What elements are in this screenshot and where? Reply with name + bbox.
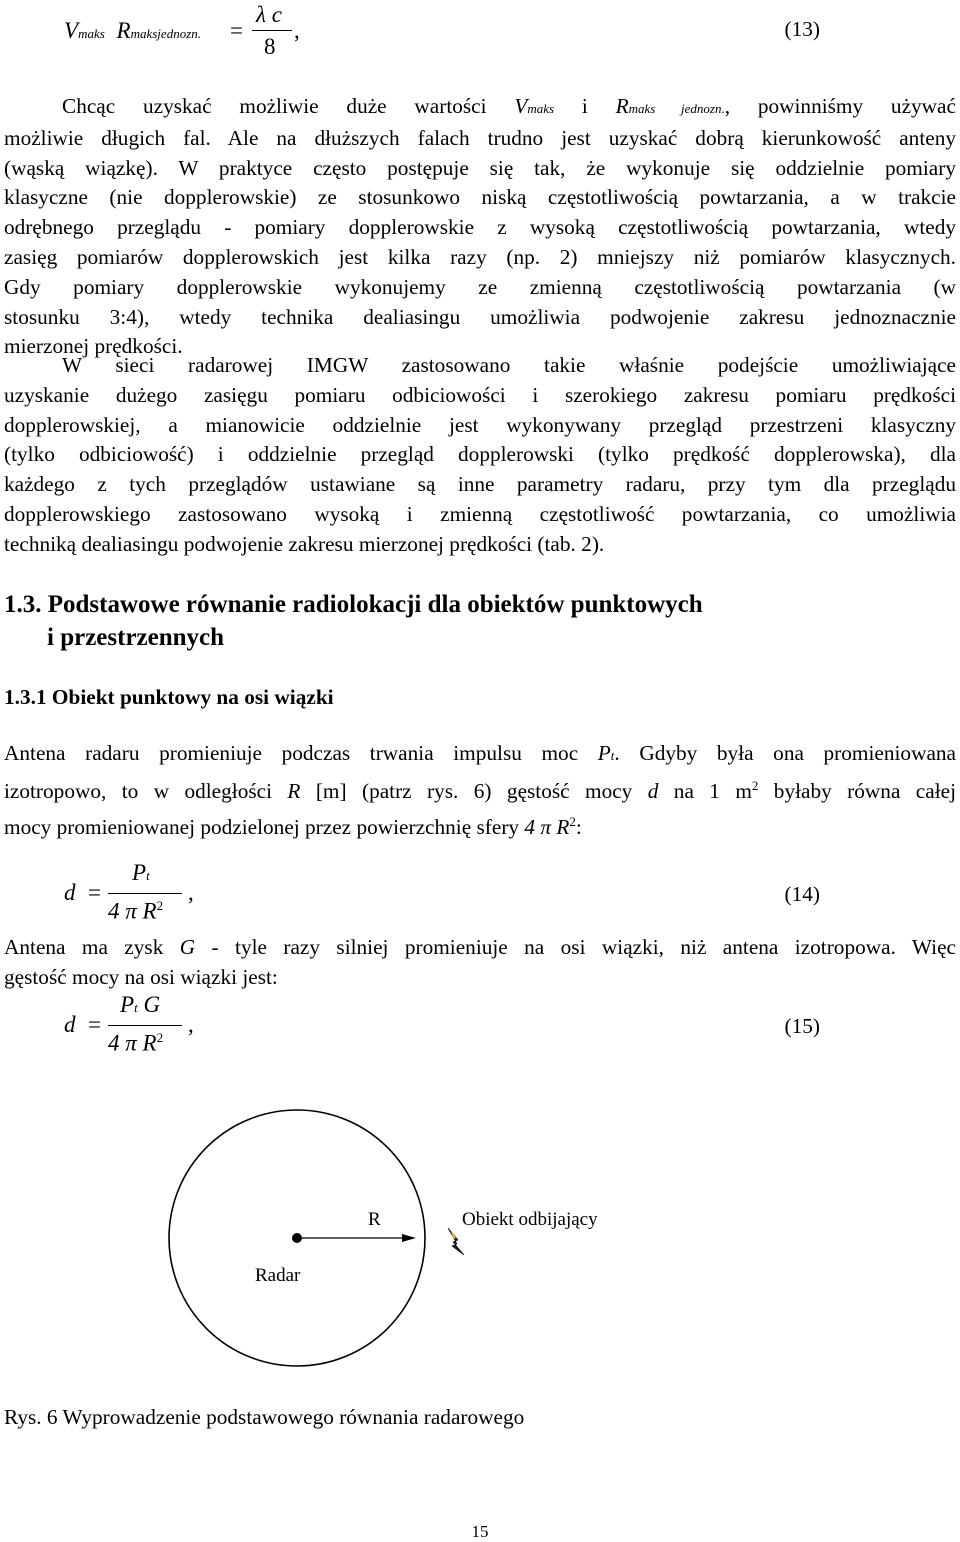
eq15-num-p: P (120, 992, 135, 1017)
eq14-comma: , (188, 880, 194, 905)
equation-number-13: (13) (784, 17, 820, 41)
eq14-num-p: P (132, 860, 147, 885)
eq15-num-sub: t (134, 1000, 138, 1015)
eq13-denominator: 8 (264, 34, 276, 59)
eq14-den-sup: 2 (156, 898, 164, 913)
p1-text-c: , powinniśmy używać (724, 94, 956, 118)
p3-text-b: . Gdyby była ona promieniowana (614, 741, 957, 765)
p1-text-b: i (554, 94, 616, 118)
eq14-lhs: d (64, 880, 76, 905)
paragraph-1-line: klasyczne (nie dopplerowskie) ze stosunkowo niską częstotliwością powtarzania, a w trakcie (4, 185, 956, 210)
p3-sup: 2 (751, 777, 759, 793)
p3-r: R (287, 778, 301, 803)
eq15-den: 4 π R (108, 1030, 157, 1056)
p3-text-d: [m] (patrz rys. 6) gęstość mocy (300, 778, 648, 803)
eq13-comma: , (294, 18, 300, 43)
eq13-numerator: λ c (256, 2, 282, 27)
p1-r-sub: maks jednozn. (628, 101, 725, 116)
p3-text-f: byłaby równa całej (758, 778, 956, 803)
paragraph-2-line: W sieci radarowej IMGW zastosowano takie właśnie podejście umożliwiające (62, 353, 956, 377)
figure-label-target: Obiekt odbijający (462, 1209, 598, 1230)
p3-d: d (647, 778, 659, 803)
page-number: 15 (471, 1522, 489, 1541)
paragraph-2-line: dopplerowskiej, a mianowicie oddzielnie jest wykonywany przegląd przestrzeni klasyczny (4, 412, 956, 437)
paragraph-1-line: odrębnego przeglądu - pomiary dopplerowskie z wysoką częstotliwością powtarzania, wtedy (4, 215, 956, 240)
p3-text-e: na 1 m (658, 778, 752, 803)
paragraph-1-line: możliwie długich fal. Ale na dłuższych falach trudno jest uzyskać dobrą kierunkowość anteny (4, 125, 956, 150)
eq15-eqsign: = (88, 1012, 101, 1037)
subsection-heading: 1.3.1 Obiekt punktowy na osi wiązki (4, 685, 334, 709)
equation-number-15: (15) (784, 1014, 820, 1038)
p3-sphere-sup: 2 (569, 813, 576, 829)
p3-p: P (597, 741, 611, 765)
paragraph-2-line: każdego z tych przeglądów ustawiane są inne parametry radaru, przy tym dla przeglądu (4, 472, 956, 497)
p1-v: V (514, 94, 528, 118)
paragraph-2-line: (tylko odbiciowość) i oddzielnie przegląd dopplerowski (tylko prędkość dopplerowska), dla (4, 442, 956, 467)
section-heading-line-1: 1.3. Podstawowe równanie radiolokacji dla obiektów punktowych (4, 591, 703, 618)
range-arrowhead (402, 1234, 416, 1242)
p1-v-sub: maks (527, 101, 555, 116)
p3-colon: : (575, 814, 582, 839)
eq13-r-sub: maksjednozn. (130, 26, 202, 41)
eq13-eqsign: = (230, 18, 243, 43)
p4-text-a: Antena ma zysk (4, 935, 180, 959)
paragraph-1-line: zasięg pomiarów dopplerowskich jest kilka razy (np. 2) mniejszy niż pomiarów klasycznych. (4, 244, 956, 269)
eq14-eqsign: = (88, 880, 101, 905)
figure-label-radar: Radar (255, 1265, 301, 1286)
paragraph-2-line: dopplerowskiego zastosowano wysoką i zmienną częstotliwość powtarzania, co umożliwia (4, 501, 956, 526)
eq13-v: V (64, 18, 79, 43)
p4-g: G (179, 935, 196, 959)
paragraph-1-line: mierzonej prędkości. (4, 334, 183, 359)
eq14-den: 4 π R (108, 898, 157, 924)
paragraph-1-line: (wąską wiązkę). W praktyce często postępuje się tak, że wykonuje się oddzielnie pomiary (4, 155, 956, 180)
paragraph-2-line: techniką dealiasingu podwojenie zakresu mierzonej prędkości (tab. 2). (4, 531, 605, 556)
p3-p-sub: t (610, 748, 615, 763)
p3-text-a: Antena radaru promieniuje podczas trwania impulsu moc (4, 741, 598, 765)
figure-caption: Rys. 6 Wyprowadzenie podstawowego równania radarowego (4, 1405, 525, 1429)
eq15-lhs: d (64, 1012, 76, 1037)
p4-text-b: - tyle razy silniej promieniuje na osi wiązki, niż antena izotropowa. Więc (195, 935, 956, 959)
eq15-comma: , (188, 1012, 194, 1037)
lightning-target-icon (448, 1228, 464, 1255)
p1-text-a: Chcąc uzyskać możliwie duże wartości (62, 94, 515, 118)
p3-text-g: mocy promieniowanej podzielonej przez powierzchnię sfery (4, 814, 525, 839)
equation-number-14: (14) (784, 882, 820, 906)
eq13-r: R (116, 18, 131, 43)
paragraph-1-line: stosunku 3:4), wtedy technika dealiasingu umożliwia podwojenie zakresu jednoznacznie (4, 304, 956, 329)
eq15-den-sup: 2 (156, 1030, 164, 1045)
figure-label-r: R (368, 1209, 381, 1230)
paragraph-1-line: Gdy pomiary dopplerowskie wykonujemy ze zmienną częstotliwością powtarzania (w (4, 274, 956, 299)
paragraph-2-line: uzyskanie dużego zasięgu pomiaru odbiciowości i szerokiego zakresu pomiaru prędkości (4, 382, 956, 407)
eq15-num-g: G (137, 992, 161, 1017)
section-heading-line-2: i przestrzennych (47, 624, 225, 651)
p3-sphere: 4 π R (524, 814, 570, 839)
p1-r: R (615, 94, 629, 118)
eq14-num-sub: t (146, 868, 150, 883)
eq13-v-sub: maks (78, 26, 105, 41)
p3-text-c: izotropowo, to w odległości (4, 778, 288, 803)
paragraph-4-line-2: gęstość mocy na osi wiązki jest: (4, 964, 278, 989)
